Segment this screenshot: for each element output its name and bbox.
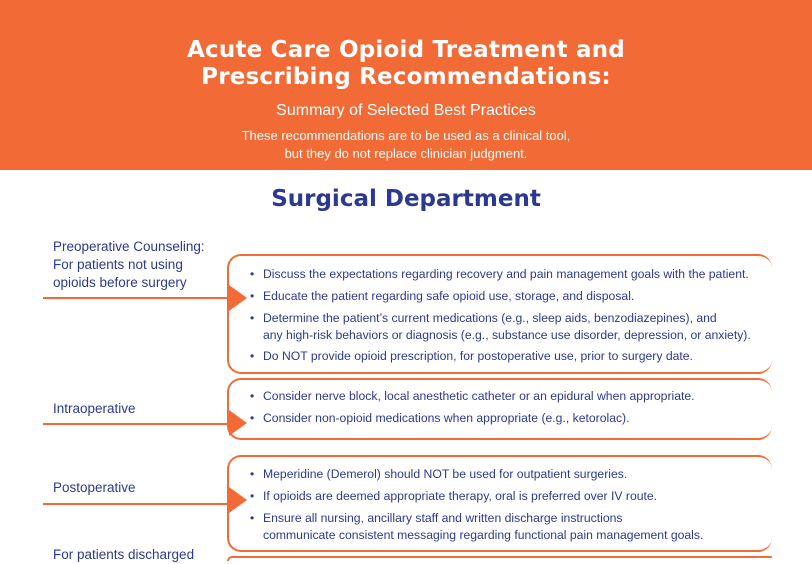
row-label-intraoperative xyxy=(53,400,233,418)
pointer-arrow xyxy=(229,410,247,436)
label-line: Preoperative Counseling: xyxy=(53,239,205,254)
title-line-2: Prescribing Recommendations: xyxy=(201,64,611,90)
row-label-preoperative xyxy=(53,238,233,292)
list-item: • If opioids are deemed appropriate therapy, oral is preferred over IV route. xyxy=(250,489,658,503)
disclaimer xyxy=(0,127,812,163)
recommendation-box-discharged xyxy=(227,556,772,561)
title-line-1: Acute Care Opioid Treatment and xyxy=(187,37,625,63)
header-banner xyxy=(0,0,812,170)
pointer-arrow xyxy=(229,285,247,311)
list-item: • Do NOT provide opioid prescription, for postoperative use, prior to surgery date. xyxy=(250,349,693,363)
row-connector-line xyxy=(43,297,233,299)
disclaimer-line-1: These recommendations are to be used as a clinical tool, xyxy=(241,128,571,143)
row-label-discharged xyxy=(53,546,233,564)
disclaimer-line-2: but they do not replace clinician judgment. xyxy=(284,146,528,161)
label-line: For patients not using xyxy=(53,257,183,272)
subtitle: Summary of Selected Best Practices xyxy=(276,102,536,119)
recommendation-list-postoperative xyxy=(250,466,770,549)
list-item: • Determine the patient’s current medications (e.g., sleep aids, benzodiazepines), and any high-risk behaviors or diagnosis (e.g., substance use disorder, depression, or anxiety). xyxy=(250,311,751,342)
row-connector-line xyxy=(43,423,233,425)
list-item: • Meperidine (Demerol) should NOT be used for outpatient surgeries. xyxy=(250,467,628,481)
list-item: • Discuss the expectations regarding recovery and pain management goals with the patient. xyxy=(250,267,749,281)
section-title: Surgical Department xyxy=(271,186,541,212)
recommendation-list-intraoperative xyxy=(250,388,770,432)
label-line: opioids before surgery xyxy=(53,275,187,290)
recommendation-list-preoperative xyxy=(250,266,770,370)
row-connector-line xyxy=(43,503,233,505)
list-item: • Consider nerve block, local anesthetic catheter or an epidural when appropriate. xyxy=(250,389,695,403)
row-label-postoperative xyxy=(53,479,233,497)
label-line: For patients discharged xyxy=(53,547,195,562)
list-item: • Educate the patient regarding safe opioid use, storage, and disposal. xyxy=(250,289,635,303)
page-title xyxy=(0,37,812,91)
label-line: Postoperative xyxy=(53,480,136,495)
list-item: • Consider non-opioid medications when appropriate (e.g., ketorolac). xyxy=(250,411,630,425)
pointer-arrow xyxy=(229,487,247,513)
list-item: • Ensure all nursing, ancillary staff and written discharge instructions communicate consistent messaging regarding functional pain management goals. xyxy=(250,511,704,542)
label-line: Intraoperative xyxy=(53,401,136,416)
